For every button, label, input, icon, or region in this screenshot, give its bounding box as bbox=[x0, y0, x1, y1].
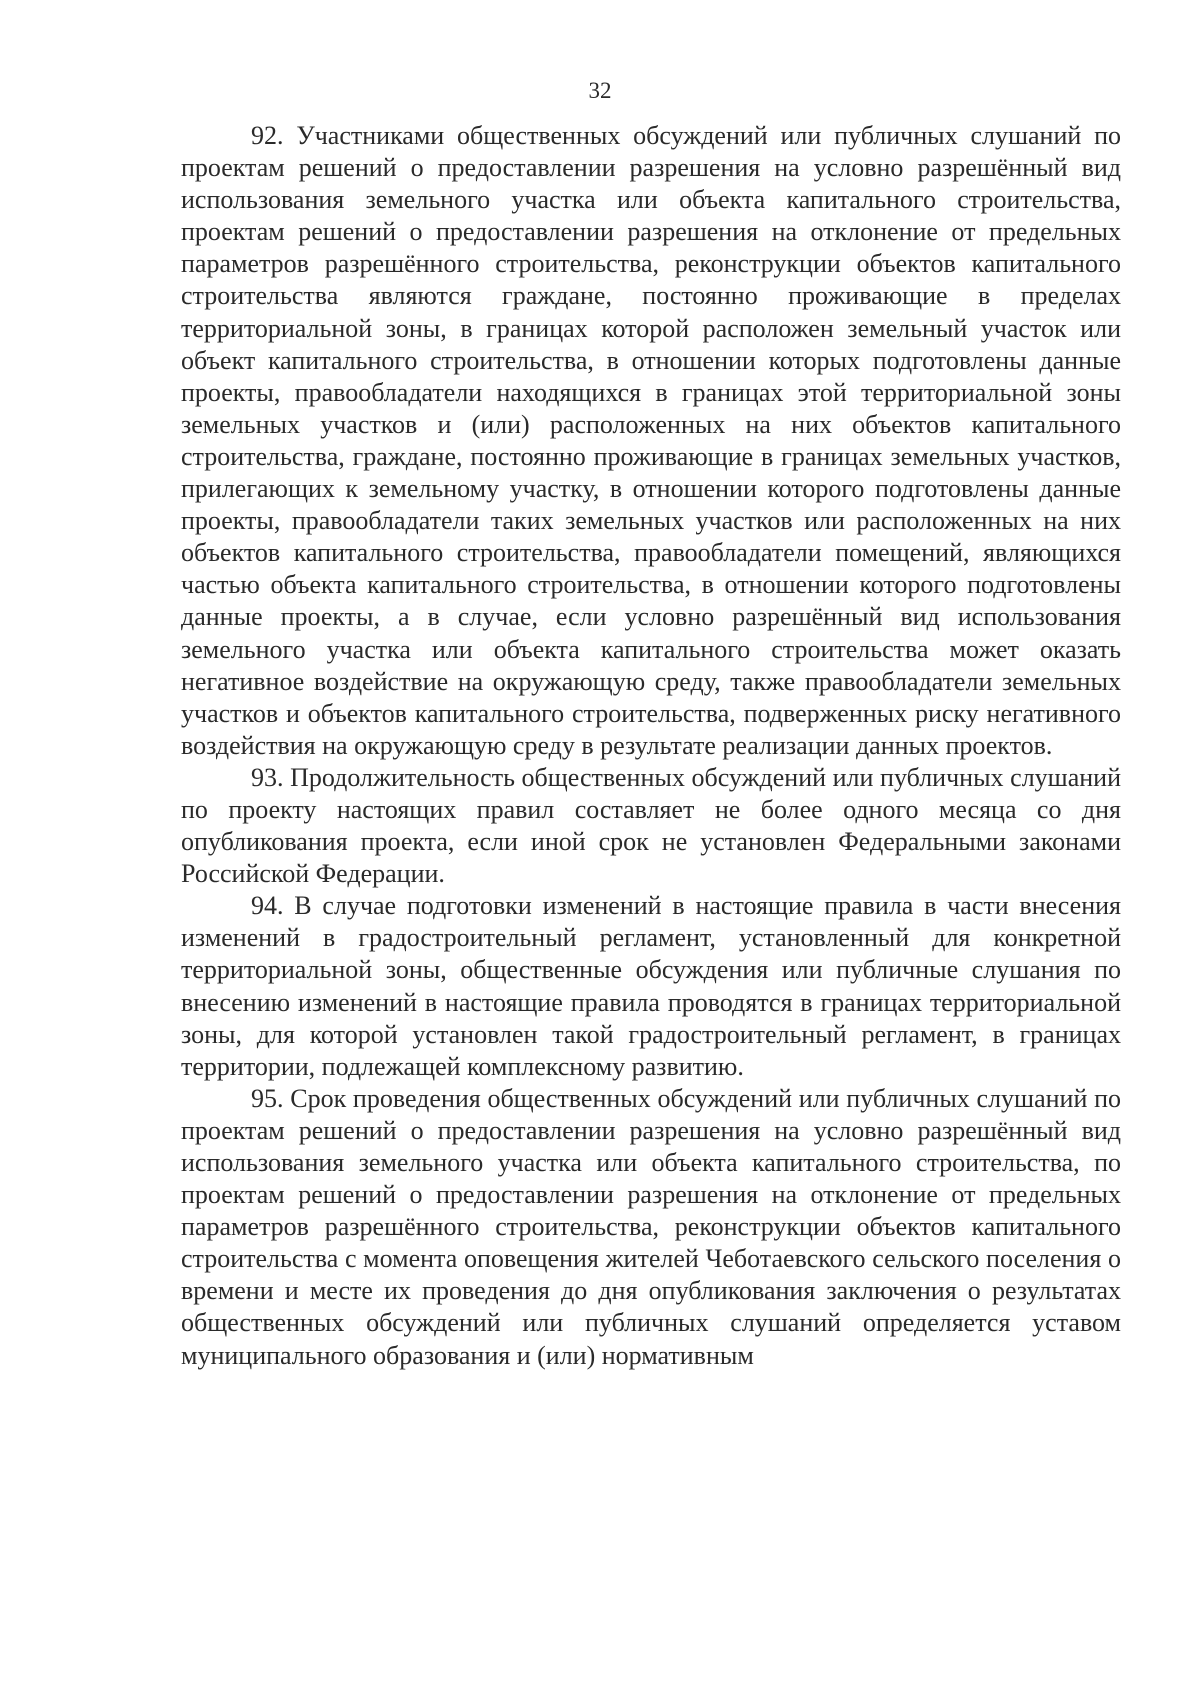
paragraph-94: 94. В случае подготовки изменений в настоящие правила в части внесения изменений в градостроительный регламент, установленный для конкретной территориальной зоны, общественные обсуждения или публичные слушания по внесению изменений в настоящие правила проводятся в границах территориальной зоны, для которой установлен такой градостроительный регламент, в границах территории, подлежащей комплексному развитию. bbox=[181, 891, 1121, 1081]
document-body bbox=[181, 120, 1121, 1372]
page-number: 32 bbox=[588, 78, 612, 103]
paragraph-92: 92. Участниками общественных обсуждений или публичных слушаний по проектам решений о предоставлении разрешения на условно разрешённый вид использования земельного участка или объекта капитального строительства, проектам решений о предоставлении разрешения на отклонение от предельных параметров разрешённого строительства, реконструкции объектов капитального строительства являются граждане, постоянно проживающие в пределах территориальной зоны, в границах которой расположен земельный участок или объект капитального строительства, в отношении которых подготовлены данные проекты, правообладатели находящихся в границах этой территориальной зоны земельных участков и (или) расположенных на них объектов капитального строительства, граждане, постоянно проживающие в границах земельных участков, прилегающих к земельному участку, в отношении которого подготовлены данные проекты, правообладатели таких земельных участков или расположенных на них объектов капитального строительства, правообладатели помещений, являющихся частью объекта капитального строительства, в отношении которого подготовлены данные проекты, а в случае, если условно разрешённый вид использования земельного участка или объекта капитального строительства может оказать негативное воздействие на окружающую среду, также правообладатели земельных участков и объектов капитального строительства, подверженных риску негативного воздействия на окружающую среду в результате реализации данных проектов. bbox=[181, 121, 1121, 760]
paragraph-95: 95. Срок проведения общественных обсуждений или публичных слушаний по проектам решений о предоставлении разрешения на условно разрешённый вид использования земельного участка или объекта капитального строительства, по проектам решений о предоставлении разрешения на отклонение от предельных параметров разрешённого строительства, реконструкции объектов капитального строительства с момента оповещения жителей Чеботаевского сельского поселения о времени и месте их проведения до дня опубликования заключения о результатах общественных обсуждений или публичных слушаний определяется уставом муниципального образования и (или) нормативным bbox=[181, 1083, 1121, 1370]
paragraph-93: 93. Продолжительность общественных обсуждений или публичных слушаний по проекту настоящих правил составляет не более одного месяца со дня опубликования проекта, если иной срок не установлен Федеральными законами Российской Федерации. bbox=[181, 762, 1121, 889]
